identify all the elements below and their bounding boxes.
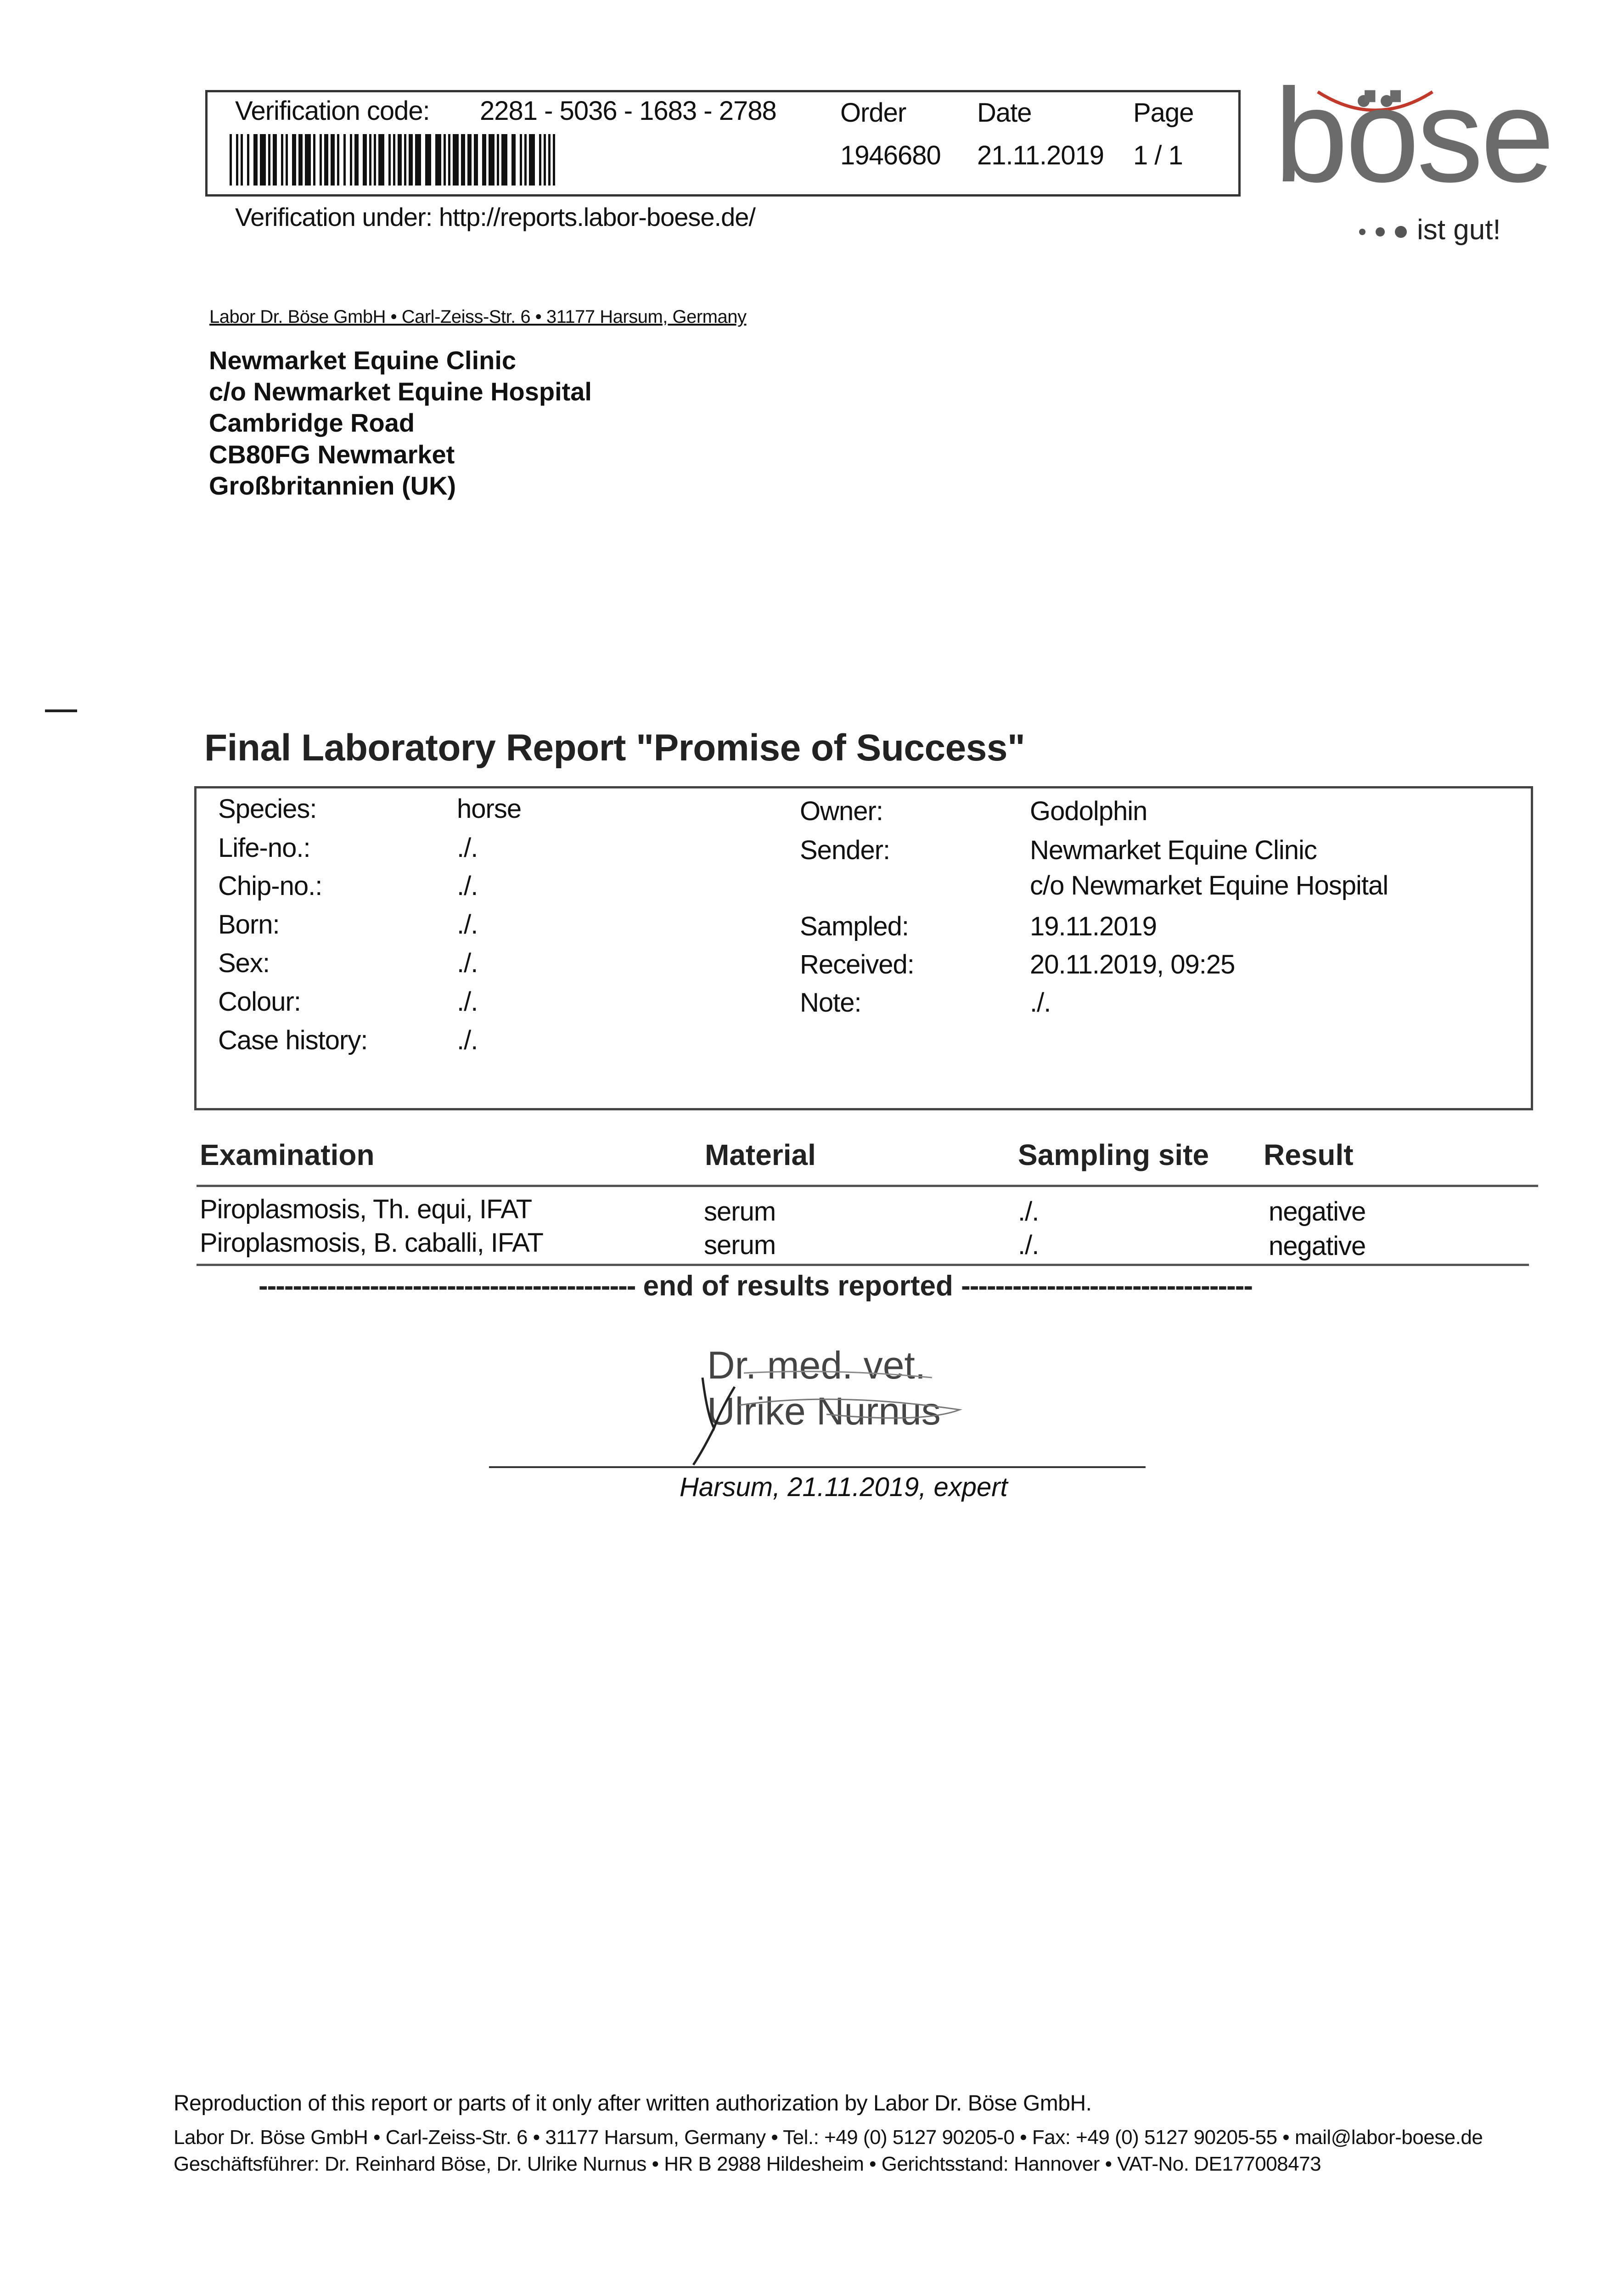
owner-value: Godolphin (1030, 796, 1147, 826)
footer-company-contact: Labor Dr. Böse GmbH • Carl-Zeiss-Str. 6 • 31177 Harsum, Germany • Tel.: +49 (0) 5127 90205-0 • Fax: +49 (0) 5127 90205-55 • mail@labor-boese.de (174, 2126, 1483, 2149)
barcode-bar (320, 134, 322, 186)
column-header-sampling-site: Sampling site (1018, 1138, 1209, 1171)
result-site: ./. (1018, 1230, 1039, 1260)
received-value: 20.11.2019, 09:25 (1030, 950, 1235, 979)
barcode-bar (230, 134, 232, 186)
report-title: Final Laboratory Report "Promise of Success" (204, 727, 1025, 769)
barcode-bar (354, 134, 359, 186)
barcode-bar (453, 134, 459, 186)
note-value: ./. (1030, 988, 1051, 1018)
barcode-bar (448, 134, 450, 186)
barcode-bar (398, 134, 402, 186)
end-of-results-line (197, 1270, 1313, 1302)
barcode-bar (286, 134, 288, 186)
sender-label: Sender: (800, 835, 890, 865)
barcode-bar (331, 134, 335, 186)
page-label: Page (1133, 98, 1194, 128)
table-bottom-rule (197, 1264, 1529, 1266)
table-header-rule (197, 1185, 1538, 1187)
tagline-text: ist gut! (1417, 214, 1501, 246)
dash-leader: -------------------------------------------- (258, 1270, 635, 1302)
chip-no-label: Chip-no.: (218, 871, 322, 901)
barcode-bar (497, 134, 499, 186)
barcode-bar (388, 134, 391, 186)
dot-icon (1376, 227, 1385, 236)
signature-stamp-line1: Dr. med. vet. (707, 1344, 926, 1387)
result-value: negative (1269, 1197, 1366, 1227)
signature-stamp-line2: Ulrike Nurnus (707, 1390, 941, 1433)
address-line: Newmarket Equine Clinic (209, 346, 517, 375)
dot-icon (1359, 229, 1366, 235)
handwritten-signature-icon (675, 1359, 996, 1469)
owner-label: Owner: (800, 796, 883, 826)
barcode-bar (482, 134, 486, 186)
barcode-bar (260, 134, 266, 186)
page-value: 1 / 1 (1133, 141, 1183, 170)
barcode-bar (520, 134, 522, 186)
column-header-material: Material (705, 1138, 816, 1171)
barcode-bar (350, 134, 352, 186)
barcode-bar (415, 134, 421, 186)
result-exam: Piroplasmosis, B. caballi, IFAT (200, 1228, 543, 1258)
barcode-bar (337, 134, 339, 186)
barcode-bar (253, 134, 258, 186)
fold-mark (45, 709, 77, 712)
barcode-bar (298, 134, 303, 186)
species-value: horse (457, 794, 522, 824)
barcode-bar (444, 134, 446, 186)
address-line: c/o Newmarket Equine Hospital (209, 377, 592, 406)
barcode-bar (236, 134, 238, 186)
barcode-bar (374, 134, 376, 186)
barcode-bar (435, 134, 441, 186)
date-label: Date (977, 98, 1032, 128)
sampled-label: Sampled: (800, 912, 909, 941)
colour-value: ./. (457, 987, 478, 1017)
barcode-icon (230, 134, 560, 186)
address-line: Cambridge Road (209, 408, 415, 437)
result-material: serum (704, 1197, 776, 1227)
note-label: Note: (800, 988, 861, 1018)
result-exam: Piroplasmosis, Th. equi, IFAT (200, 1194, 532, 1224)
barcode-bar (529, 134, 535, 186)
case-history-value: ./. (457, 1025, 478, 1055)
result-site: ./. (1018, 1197, 1039, 1227)
barcode-bar (273, 134, 277, 186)
life-no-label: Life-no.: (218, 833, 310, 863)
barcode-bar (548, 134, 551, 186)
sex-label: Sex: (218, 948, 270, 978)
signature-line (489, 1466, 1146, 1468)
barcode-bar (281, 134, 283, 186)
sex-value: ./. (457, 948, 478, 978)
barcode-bar (553, 134, 555, 186)
verification-code: 2281 - 5036 - 1683 - 2788 (480, 96, 776, 126)
barcode-bar (247, 134, 249, 186)
barcode-bar (511, 134, 516, 186)
result-value: negative (1269, 1231, 1366, 1261)
barcode-bar (393, 134, 395, 186)
barcode-bar (268, 134, 270, 186)
barcode-bar (363, 134, 367, 186)
verification-label: Verification code: (235, 96, 430, 126)
barcode-bar (467, 134, 472, 186)
barcode-bar (409, 134, 413, 186)
order-value: 1946680 (840, 141, 941, 170)
result-material: serum (704, 1230, 776, 1260)
barcode-bar (324, 134, 328, 186)
barcode-bar (544, 134, 546, 186)
barcode-bar (501, 134, 507, 186)
received-label: Received: (800, 950, 914, 979)
barcode-bar (489, 134, 495, 186)
dash-leader: ---------------------------------- (961, 1270, 1253, 1302)
sender-address-line: Labor Dr. Böse GmbH • Carl-Zeiss-Str. 6 • 31177 Harsum, Germany (209, 307, 747, 327)
verification-url: Verification under: http://reports.labor-boese.de/ (235, 203, 755, 231)
barcode-bar (343, 134, 346, 186)
barcode-bar (369, 134, 371, 186)
species-label: Species: (218, 794, 317, 824)
barcode-bar (305, 134, 311, 186)
born-label: Born: (218, 910, 280, 940)
sender-value: Newmarket Equine Clinic (1030, 835, 1317, 865)
barcode-bar (425, 134, 431, 186)
barcode-bar (292, 134, 296, 186)
barcode-bar (539, 134, 541, 186)
sender-value-line2: c/o Newmarket Equine Hospital (1030, 871, 1388, 900)
logo-tagline (1359, 214, 1501, 246)
address-line: CB80FG Newmarket (209, 440, 455, 469)
end-of-results-text: end of results reported (643, 1270, 953, 1302)
case-history-label: Case history: (218, 1025, 368, 1055)
column-header-examination: Examination (200, 1138, 375, 1171)
column-header-result: Result (1264, 1138, 1354, 1171)
barcode-bar (241, 134, 243, 186)
footer-reproduction-note: Reproduction of this report or parts of it only after written authorization by Labor Dr. Böse GmbH. (174, 2091, 1092, 2116)
dot-icon (1395, 226, 1407, 238)
barcode-bar (524, 134, 527, 186)
footer-management-line: Geschäftsführer: Dr. Reinhard Böse, Dr. Ulrike Nurnus • HR B 2988 Hildesheim • Gerichtsstand: Hannover • VAT-No. DE177008473 (174, 2153, 1321, 2175)
date-value: 21.11.2019 (977, 141, 1104, 170)
born-value: ./. (457, 910, 478, 940)
order-label: Order (840, 98, 906, 128)
barcode-bar (474, 134, 478, 186)
barcode-bar (378, 134, 384, 186)
signature-caption: Harsum, 21.11.2019, expert (680, 1472, 1008, 1502)
colour-label: Colour: (218, 987, 301, 1017)
barcode-bar (404, 134, 406, 186)
life-no-value: ./. (457, 833, 478, 863)
address-line: Großbritannien (UK) (209, 471, 456, 500)
chip-no-value: ./. (457, 871, 478, 901)
barcode-bar (461, 134, 465, 186)
logo-wordmark: böse (1274, 61, 1552, 210)
barcode-bar (313, 134, 315, 186)
sampled-value: 19.11.2019 (1030, 912, 1157, 941)
